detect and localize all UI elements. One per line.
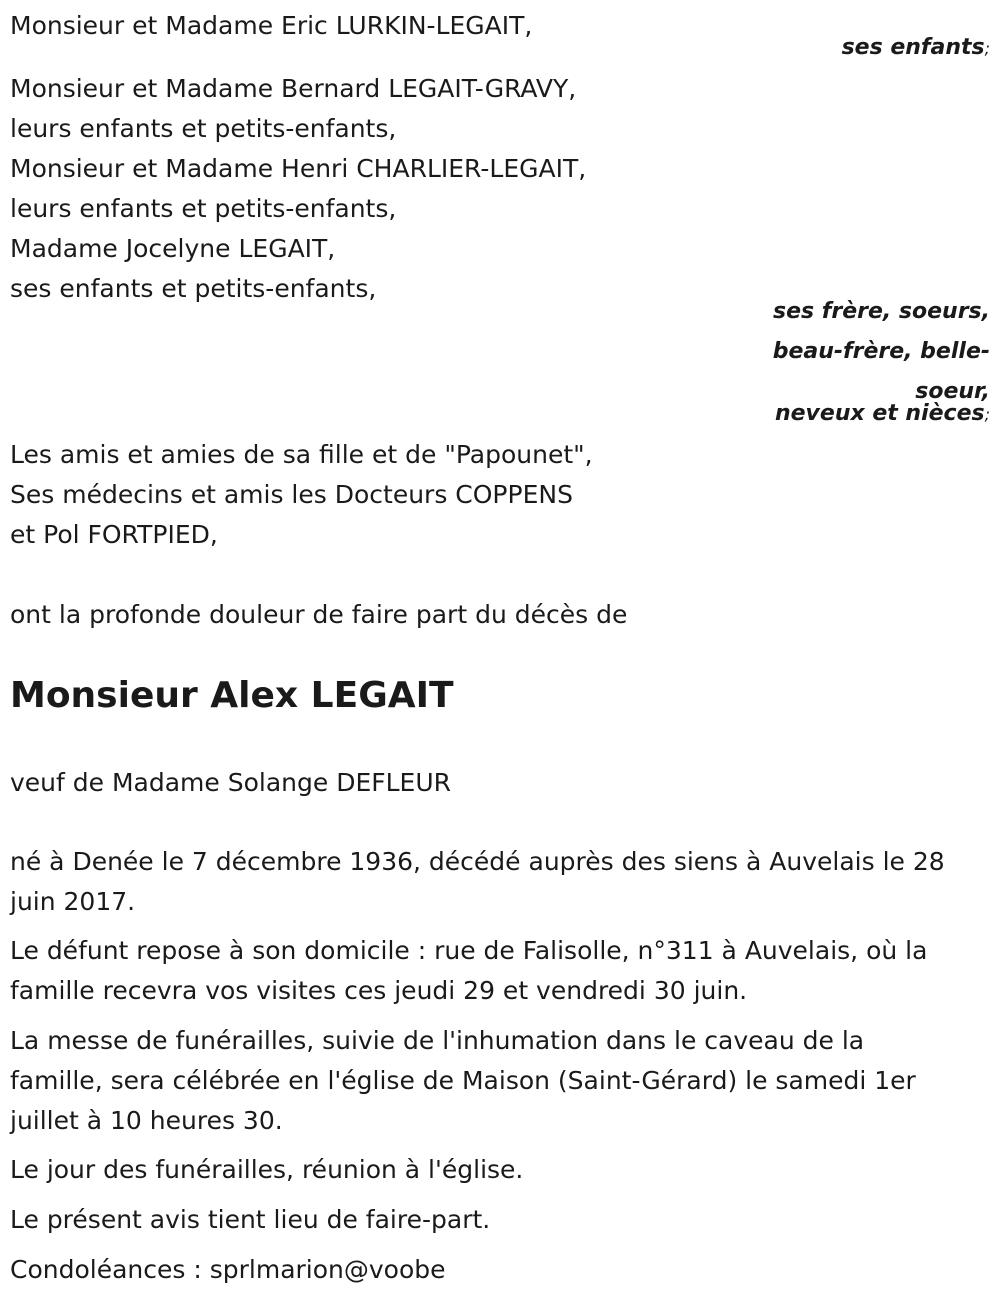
messe-line: La messe de funérailles, suivie de l'inhumation dans le caveau de la xyxy=(10,1026,865,1055)
messe-line: juillet à 10 heures 30. xyxy=(10,1106,283,1135)
relation-label: ses frère, soeurs, xyxy=(773,299,990,324)
family-line: leurs enfants et petits-enfants, xyxy=(10,114,397,143)
relation-label: soeur, xyxy=(915,379,990,404)
deceased-name: Monsieur Alex LEGAIT xyxy=(10,675,454,716)
family-line: Monsieur et Madame Eric LURKIN-LEGAIT, xyxy=(10,11,533,40)
birth-death-line: né à Denée le 7 décembre 1936, décédé auprès des siens à Auvelais le 28 xyxy=(10,847,945,876)
widow-line: veuf de Madame Solange DEFLEUR xyxy=(10,768,452,797)
relation-label xyxy=(775,398,990,431)
relation-label: beau-frère, belle- xyxy=(772,339,990,364)
family-line: Madame Jocelyne LEGAIT, xyxy=(10,234,336,263)
family-line: leurs enfants et petits-enfants, xyxy=(10,194,397,223)
family-line: ses enfants et petits-enfants, xyxy=(10,274,377,303)
announcement-line: ont la profonde douleur de faire part du décès de xyxy=(10,600,628,629)
repose-line: famille recevra vos visites ces jeudi 29 et vendredi 30 juin. xyxy=(10,976,748,1005)
relation-text: neveux et nièces xyxy=(774,401,985,426)
friends-line: Ses médecins et amis les Docteurs COPPENS xyxy=(10,480,573,509)
reunion-line: Le jour des funérailles, réunion à l'église. xyxy=(10,1155,524,1184)
condoleances-line: Condoléances : sprlmarion@voobe xyxy=(10,1255,446,1284)
relation-label xyxy=(842,32,990,65)
family-line: Monsieur et Madame Henri CHARLIER-LEGAIT, xyxy=(10,154,587,183)
birth-death-line: juin 2017. xyxy=(10,887,136,916)
relation-semicolon: ; xyxy=(984,39,990,58)
friends-line: Les amis et amies de sa fille et de "Papounet", xyxy=(10,440,593,469)
relation-text: ses enfants xyxy=(841,35,985,60)
friends-line: et Pol FORTPIED, xyxy=(10,520,218,549)
repose-line: Le défunt repose à son domicile : rue de Falisolle, n°311 à Auvelais, où la xyxy=(10,936,928,965)
messe-line: famille, sera célébrée en l'église de Maison (Saint-Gérard) le samedi 1er xyxy=(10,1066,916,1095)
relation-semicolon: ; xyxy=(984,405,990,424)
avis-line: Le présent avis tient lieu de faire-part. xyxy=(10,1205,491,1234)
family-line: Monsieur et Madame Bernard LEGAIT-GRAVY, xyxy=(10,74,577,103)
